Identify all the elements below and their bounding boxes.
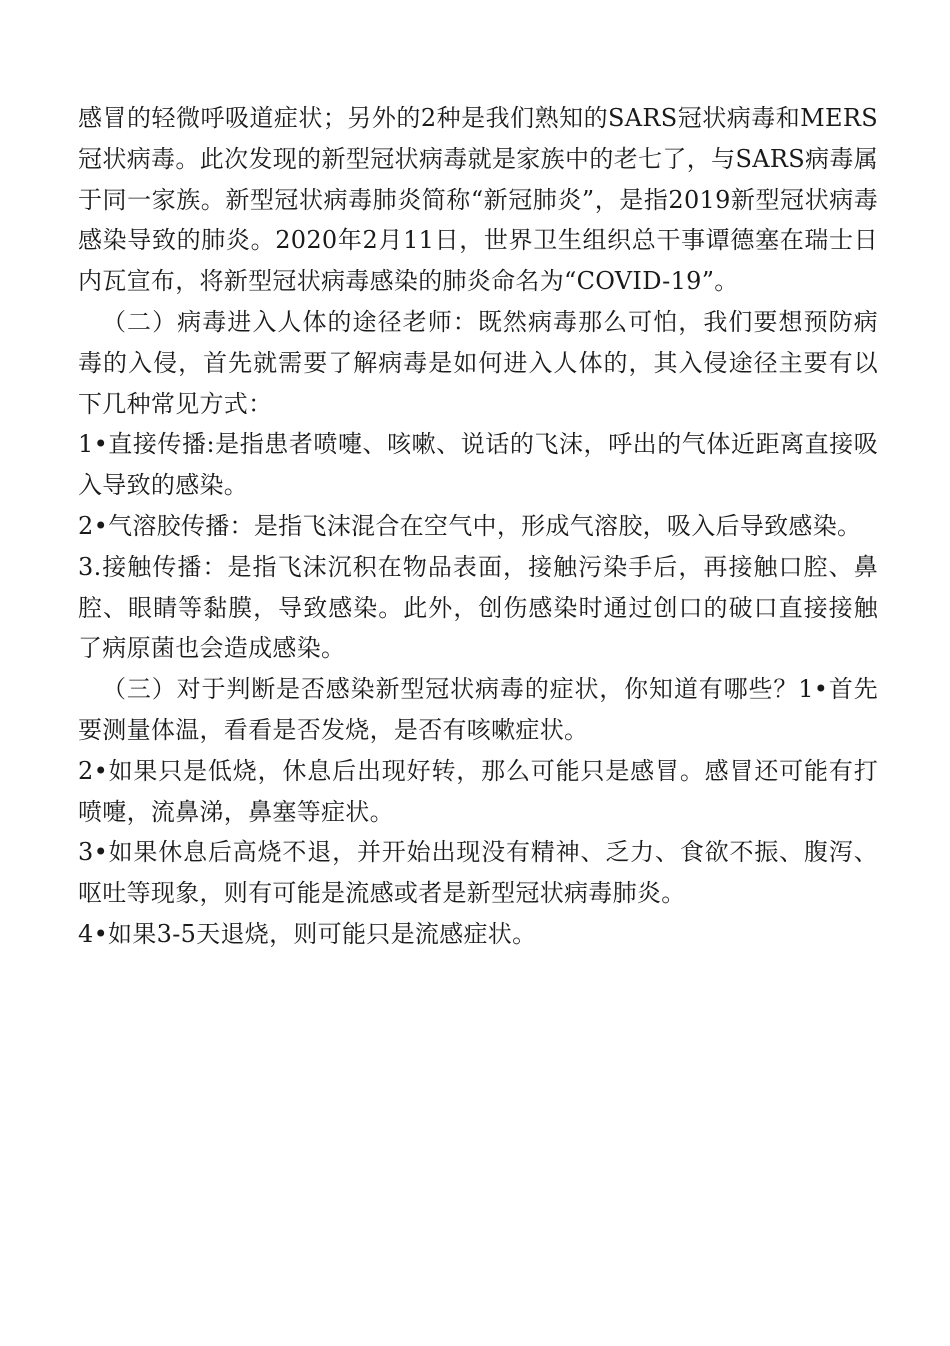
paragraph-section-three-heading: （三）对于判断是否感染新型冠状病毒的症状，你知道有哪些？1•首先要测量体温，看看是否发烧，是否有咳嗽症状。: [78, 675, 878, 744]
document-page: [78, 98, 878, 955]
paragraph-high-fever: 3•如果休息后高烧不退，并开始出现没有精神、乏力、食欲不振、腹泻、呕吐等现象，则有可能是流感或者是新型冠状病毒肺炎。: [78, 838, 878, 908]
paragraph-low-fever: 2•如果只是低烧，休息后出现好转，那么可能只是感冒。感冒还可能有打喷嚏，流鼻涕，鼻塞等症状。: [78, 756, 878, 826]
paragraph-direct-transmission: 1•直接传播:是指患者喷嚏、咳嗽、说话的飞沫，呼出的气体近距离直接吸入导致的感染。: [78, 430, 878, 500]
paragraph-virus-family: 感冒的轻微呼吸道症状；另外的2种是我们熟知的SARS冠状病毒和MERS冠状病毒。此次发现的新型冠状病毒就是家族中的老七了，与SARS病毒属于同一家族。新型冠状病毒肺炎简称“新冠肺炎”，是指2019新型冠状病毒感染导致的肺炎。2020年2月11日，世界卫生组织总干事谭德塞在瑞士日内瓦宣布，将新型冠状病毒感染的肺炎命名为“COVID-19”。: [78, 104, 878, 296]
paragraph-section-two-heading: （二）病毒进入人体的途径老师：既然病毒那么可怕，我们要想预防病毒的入侵，首先就需要了解病毒是如何进入人体的，其入侵途径主要有以下几种常见方式：: [78, 307, 878, 418]
paragraph-contact-transmission: 3.接触传播：是指飞沫沉积在物品表面，接触污染手后，再接触口腔、鼻腔、眼睛等黏膜，导致感染。此外，创伤感染时通过创口的破口直接接触了病原菌也会造成感染。: [78, 552, 878, 663]
paragraph-aerosol-transmission: 2•气溶胶传播：是指飞沫混合在空气中，形成气溶胶，吸入后导致感染。: [78, 511, 862, 540]
paragraph-flu-symptom: 4•如果3-5天退烧，则可能只是流感症状。: [78, 919, 537, 948]
